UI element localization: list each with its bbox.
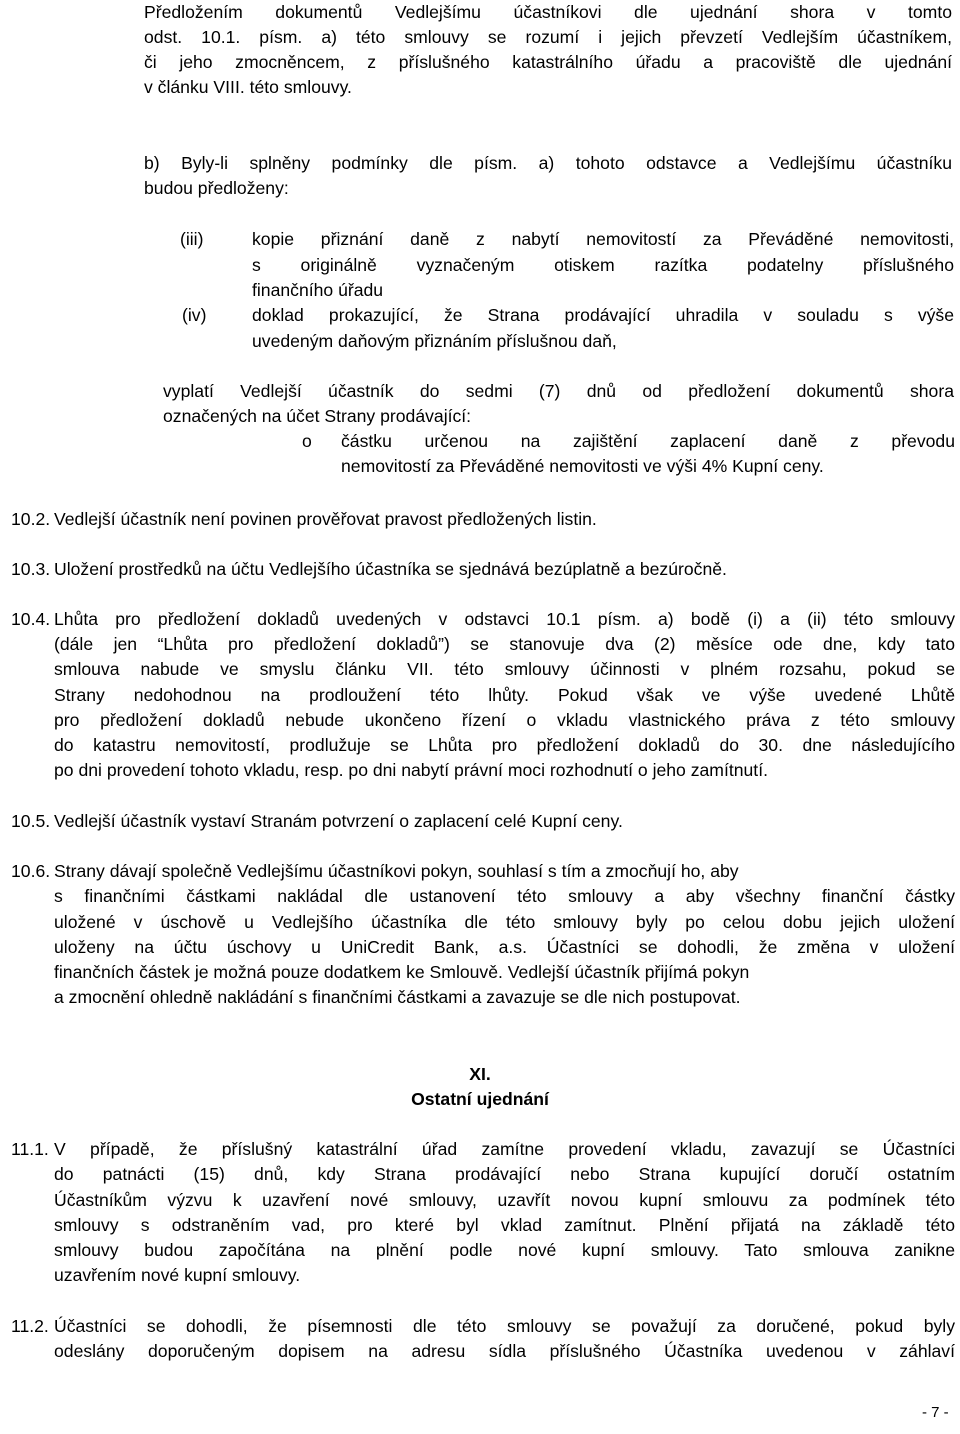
- clause-line: s finančními částkami nakládal dle ustanovení této smlouvy a aby všechny finanční částky: [54, 886, 955, 906]
- clause-number: 10.3.: [11, 559, 51, 579]
- clause-line: Vedlejší účastník vystaví Stranám potvrzení o zaplacení celé Kupní ceny.: [54, 811, 623, 831]
- clause-line: do katastru nemovitostí, prodlužuje se Lhůta pro předložení dokladů do 30. dne následujícího: [54, 735, 955, 755]
- clause-line: Strany nedohodnou na prodloužení této lhůty. Pokud však ve výše uvedené Lhůtě: [54, 685, 955, 705]
- clause-line: V případě, že příslušný katastrální úřad zamítne provedení vkladu, zavazují se Účastníci: [54, 1139, 955, 1159]
- section-number: XI.: [469, 1064, 491, 1084]
- clause-line: po dni provedení tohoto vkladu, resp. po dni nabytí právní moci rozhodnutí o jeho zamítnutí.: [54, 760, 768, 780]
- clause-number: 11.1.: [11, 1139, 49, 1159]
- intro-line: Předložením dokumentů Vedlejšímu účastníkovi dle ujednání shora v tomto: [144, 2, 952, 22]
- item-line: s originálně vyznačeným otiskem razítka podatelny příslušného: [252, 255, 954, 275]
- item-line: kopie přiznání daně z nabytí nemovitostí za Převáděné nemovitosti,: [252, 229, 954, 249]
- clause-line: uložené v úschově u Vedlejšího účastníka dle této smlouvy byly po celou dobu jejich uložení: [54, 912, 955, 932]
- paragraph-b-line: b) Byly-li splněny podmínky dle písm. a) tohoto odstavce a Vedlejšímu účastníku: [144, 153, 952, 173]
- item-marker: (iv): [182, 305, 207, 325]
- payout-line: označených na účet Strany prodávající:: [163, 406, 472, 426]
- clause-number: 10.2.: [11, 509, 51, 529]
- clause-line: smlouvy s odstraněním vad, pro které byl vklad zamítnut. Plnění přijatá na základě této: [54, 1215, 955, 1235]
- clause-line: pro předložení dokladů nebude ukončeno řízení o vkladu vlastnického práva z této smlouvy: [54, 710, 955, 730]
- item-marker: (iii): [180, 229, 204, 249]
- clause-line: finančních částek je možná pouze dodatkem ke Smlouvě. Vedlejší účastník přijímá pokyn: [54, 962, 750, 982]
- bullet-line: částku určenou na zajištění zaplacení daně z převodu: [341, 431, 955, 451]
- paragraph-b-line: budou předloženy:: [144, 178, 289, 198]
- intro-line: v článku VIII. této smlouvy.: [144, 77, 352, 97]
- clause-line: Účastníkům výzvu k uzavření nové smlouvy, uzavřít novou kupní smlouvu za podmínek této: [54, 1190, 955, 1210]
- clause-number: 10.6.: [11, 861, 51, 881]
- payout-line: vyplatí Vedlejší účastník do sedmi (7) dnů od předložení dokumentů shora: [163, 381, 954, 401]
- clause-line: smlouva nabude ve smyslu článku VII. této smlouvy účinnosti v plném rozsahu, pokud se: [54, 659, 955, 679]
- intro-line: odst. 10.1. písm. a) této smlouvy se rozumí i jejich převzetí Vedlejším účastníkem,: [144, 27, 952, 47]
- section-title: Ostatní ujednání: [411, 1089, 549, 1109]
- clause-line: smlouvy budou započítána na plnění podle nové kupní smlouvy. Tato smlouva zanikne: [54, 1240, 955, 1260]
- clause-number: 10.5.: [11, 811, 51, 831]
- item-line: doklad prokazující, že Strana prodávající uhradila v souladu s výše: [252, 305, 954, 325]
- clause-line: do patnácti (15) dnů, kdy Strana prodávající nebo Strana kupující doručí ostatním: [54, 1164, 955, 1184]
- clause-line: uloženy na účtu úschovy u UniCredit Bank, a.s. Účastníci se dohodli, že změna v uložení: [54, 937, 955, 957]
- bullet-marker: o: [302, 431, 312, 451]
- clause-line: Strany dávají společně Vedlejšímu účastníkovi pokyn, souhlasí s tím a zmocňují ho, aby: [54, 861, 739, 881]
- page-number: - 7 -: [922, 1404, 949, 1421]
- clause-number: 10.4.: [11, 609, 51, 629]
- intro-line: či jeho zmocněncem, z příslušného katastrálního úřadu a pracoviště dle ujednání: [144, 52, 952, 72]
- clause-line: Lhůta pro předložení dokladů uvedených v odstavci 10.1 písm. a) bodě (i) a (ii) této smlouvy: [54, 609, 955, 629]
- clause-line: uzavřením nové kupní smlouvy.: [54, 1265, 301, 1285]
- bullet-line: nemovitostí za Převáděné nemovitosti ve výši 4% Kupní ceny.: [341, 456, 824, 476]
- clause-line: Vedlejší účastník není povinen prověřovat pravost předložených listin.: [54, 509, 597, 529]
- item-line: uvedeným daňovým přiznáním příslušnou daň,: [252, 331, 617, 351]
- clause-line: Účastníci se dohodli, že písemnosti dle této smlouvy se považují za doručené, pokud byly: [54, 1316, 955, 1336]
- clause-line: a zmocnění ohledně nakládání s finančními částkami a zavazuje se dle nich postupovat.: [54, 987, 741, 1007]
- clause-line: odeslány doporučeným dopisem na adresu sídla příslušného Účastníka uvedenou v záhlaví: [54, 1341, 955, 1361]
- item-line: finančního úřadu: [252, 280, 384, 300]
- clause-number: 11.2.: [11, 1316, 49, 1336]
- clause-line: Uložení prostředků na účtu Vedlejšího účastníka se sjednává bezúplatně a bezúročně.: [54, 559, 727, 579]
- clause-line: (dále jen “Lhůta pro předložení dokladů”) se stanovuje dva (2) měsíce ode dne, kdy tato: [54, 634, 955, 654]
